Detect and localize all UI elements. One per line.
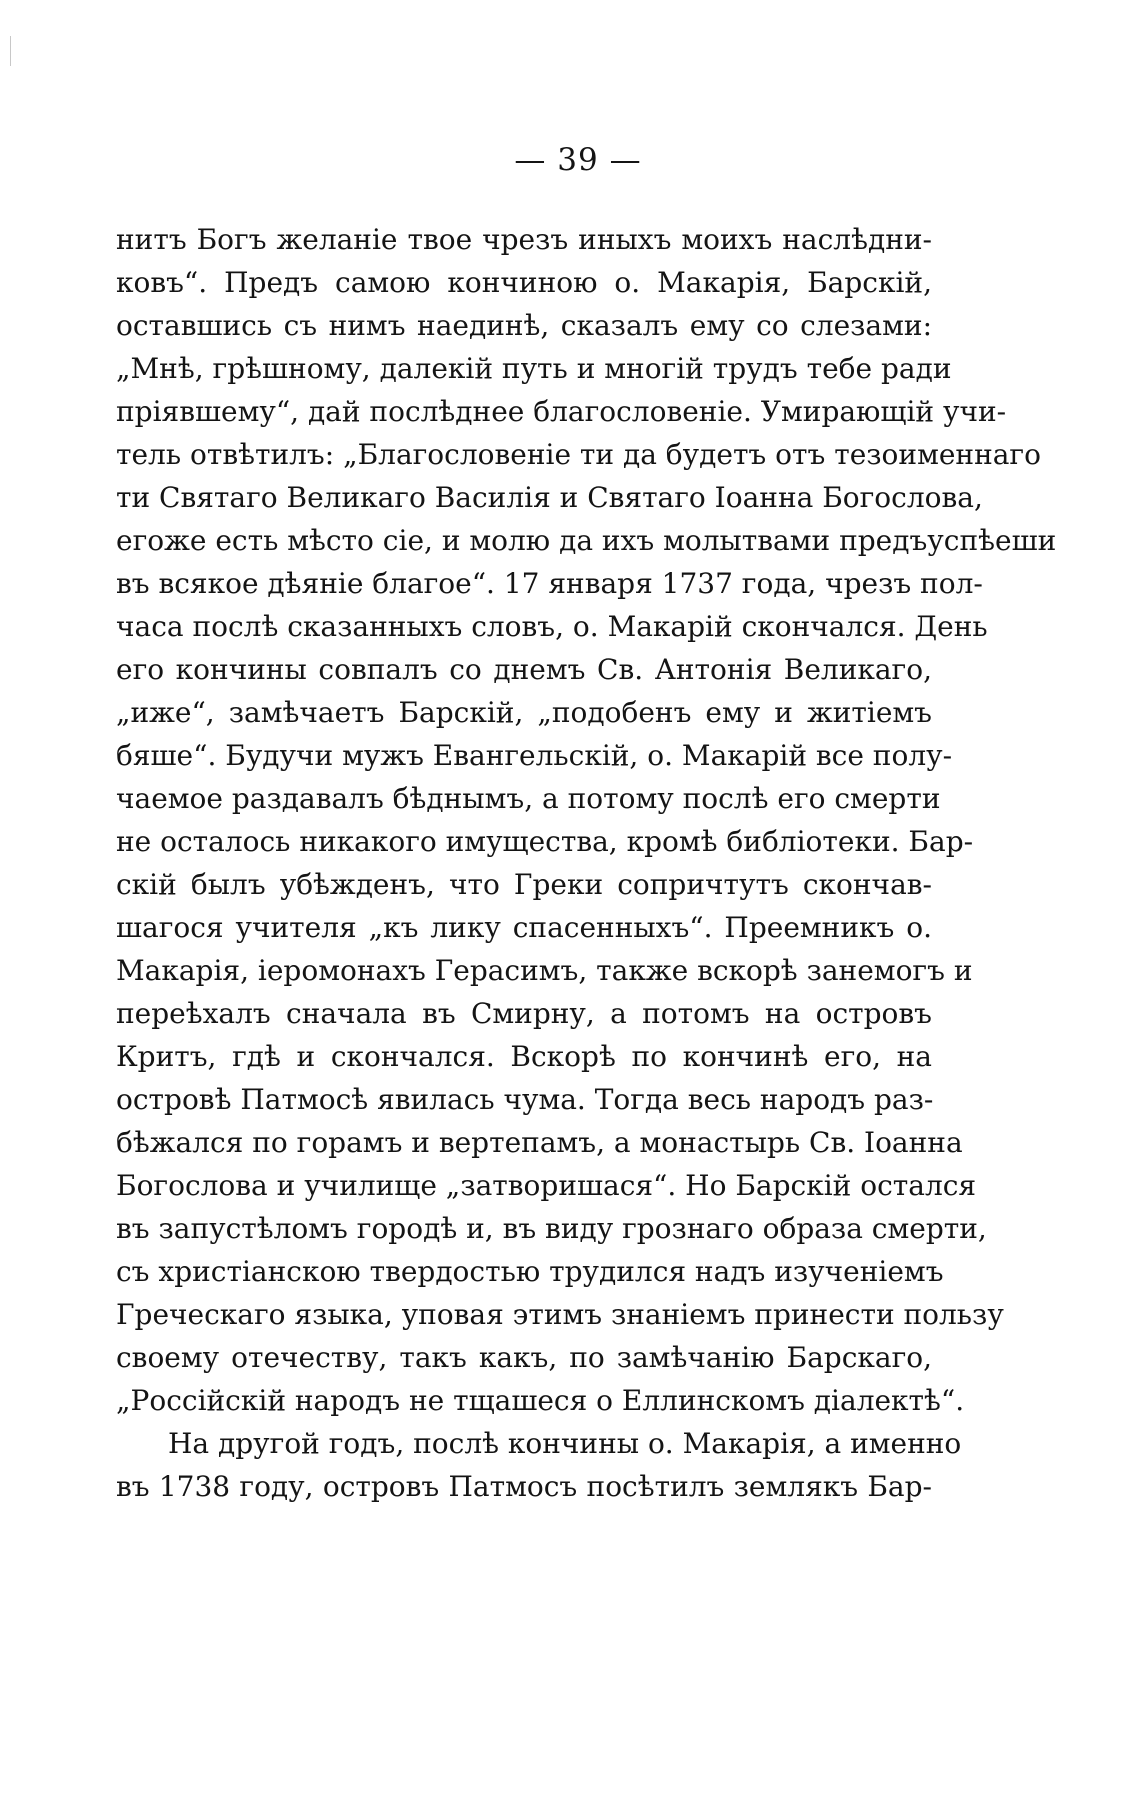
text-line: нитъ Богъ желаніе твое чрезъ иныхъ моихъ наслѣдни- bbox=[116, 223, 932, 256]
text-line: бѣжался по горамъ и вертепамъ, а монастырь Св. Іоанна bbox=[116, 1126, 963, 1159]
text-line: Греческаго языка, уповая этимъ знаніемъ принести пользу bbox=[116, 1298, 1004, 1331]
text-line: чаемое раздавалъ бѣднымъ, а потому послѣ его смерти bbox=[116, 782, 941, 815]
text-line: Богослова и училище „затворишася“. Но Барскій остался bbox=[116, 1169, 977, 1202]
text-line: Макарія, іеромонахъ Герасимъ, также вскорѣ занемогъ и bbox=[116, 954, 973, 987]
text-line: егоже есть мѣсто сіе, и молю да ихъ молытвами предъуспѣеши bbox=[116, 524, 1057, 557]
text-line: переѣхалъ сначала въ Смирну, а потомъ на островъ bbox=[116, 997, 932, 1030]
text-line: своему отечеству, такъ какъ, по замѣчанію Барскаго, bbox=[116, 1341, 932, 1374]
text-line: пріявшему“, дай послѣднее благословеніе. Умирающій учи- bbox=[116, 395, 1007, 428]
scan-edge-mark bbox=[10, 36, 11, 66]
text-line: въ всякое дѣяніе благое“. 17 января 1737 года, чрезъ пол- bbox=[116, 567, 983, 600]
text-line: скій былъ убѣжденъ, что Греки сопричтутъ скончав- bbox=[116, 868, 932, 901]
text-line: бяше“. Будучи мужъ Евангельскій, о. Макарій все полу- bbox=[116, 739, 953, 772]
text-line: въ запустѣломъ городѣ и, въ виду грознаго образа смерти, bbox=[116, 1212, 987, 1245]
page-number: — 39 — bbox=[514, 142, 642, 178]
text-line: „Мнѣ, грѣшному, далекій путь и многій трудъ тебе ради bbox=[116, 352, 952, 385]
text-line: ковъ“. Предъ самою кончиною о. Макарія, Барскій, bbox=[116, 266, 932, 299]
text-line: Критъ, гдѣ и скончался. Вскорѣ по кончинѣ его, на bbox=[116, 1040, 932, 1073]
text-line: „Россійскій народъ не тщашеся о Еллинскомъ діалектѣ“. bbox=[116, 1384, 965, 1417]
text-line: не осталось никакого имущества, кромѣ библіотеки. Бар- bbox=[116, 825, 974, 858]
text-line: ти Святаго Великаго Василія и Святаго Іоанна Богослова, bbox=[116, 481, 983, 514]
text-line: его кончины совпалъ со днемъ Св. Антонія Великаго, bbox=[116, 653, 932, 686]
text-line: „иже“, замѣчаетъ Барскій, „подобенъ ему и житіемъ bbox=[116, 696, 932, 729]
paragraph-first-line: На другой годъ, послѣ кончины о. Макарія, а именно bbox=[168, 1427, 962, 1460]
text-line: часа послѣ сказанныхъ словъ, о. Макарій скончался. День bbox=[116, 610, 988, 643]
text-line: въ 1738 году, островъ Патмосъ посѣтилъ землякъ Бар- bbox=[116, 1470, 932, 1503]
text-line: съ христіанскою твердостью трудился надъ изученіемъ bbox=[116, 1255, 944, 1288]
text-line: тель отвѣтилъ: „Благословеніе ти да будетъ отъ тезоименнаго bbox=[116, 438, 1041, 471]
text-line: островѣ Патмосѣ явилась чума. Тогда весь народъ раз- bbox=[116, 1083, 934, 1116]
text-line: шагося учителя „къ лику спасенныхъ“. Преемникъ о. bbox=[116, 911, 932, 944]
text-line: оставшись съ нимъ наединѣ, сказалъ ему со слезами: bbox=[116, 309, 932, 342]
body-text bbox=[116, 218, 1057, 1508]
